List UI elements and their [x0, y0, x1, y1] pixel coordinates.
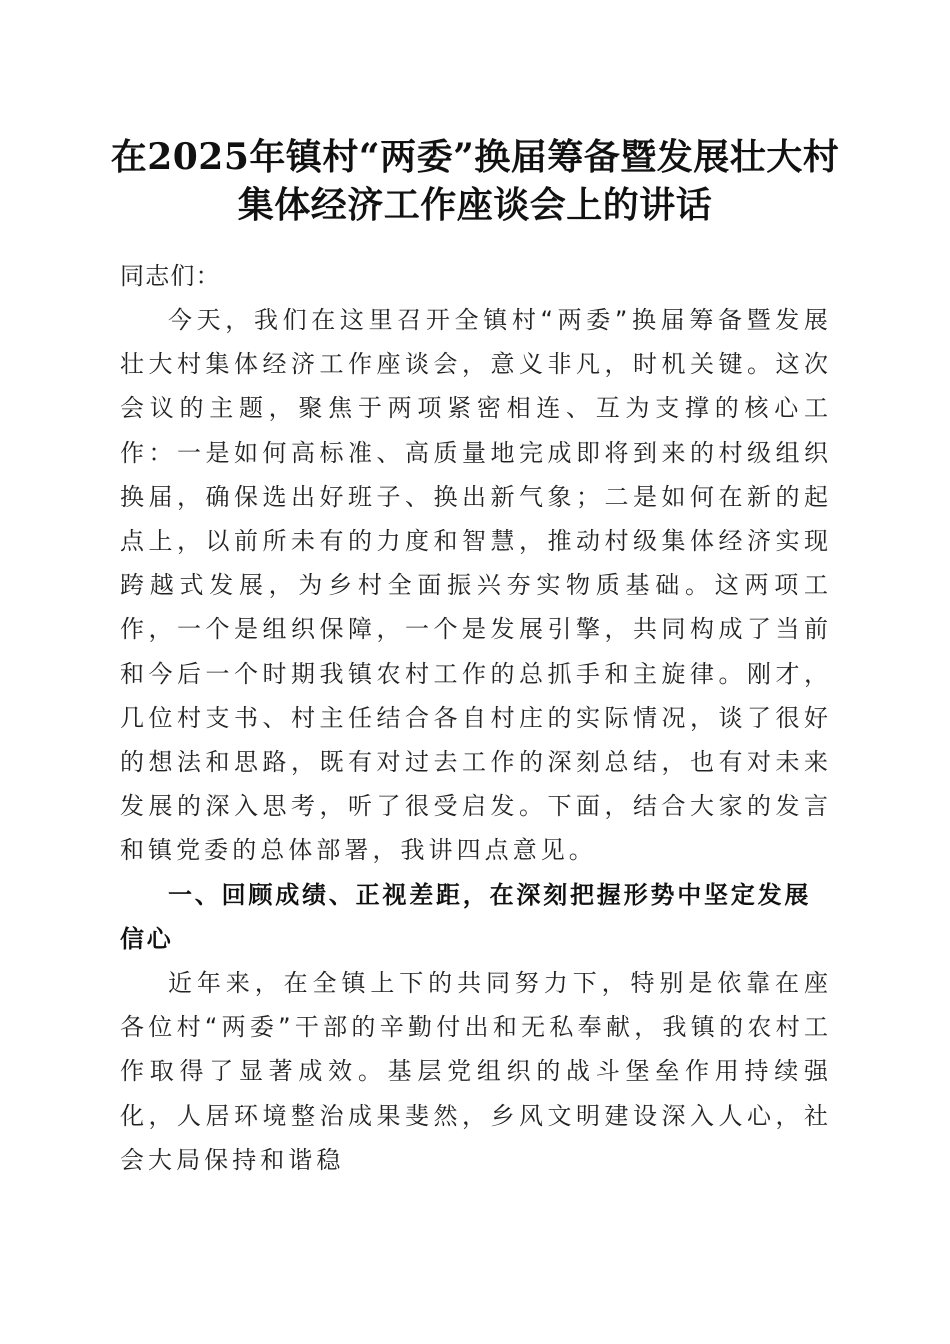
salutation: 同志们：: [120, 262, 221, 290]
section-1-paragraph: 近年来，在全镇上下的共同努力下，特别是依靠在座各位村“两委”干部的辛勤付出和无私奉献，我镇的农村工作取得了显著成效。基层党组织的战斗堡垒作用持续强化，人居环境整治成果斐然，乡风文明建设深入人心，社会大局保持和谐稳: [120, 969, 832, 1174]
section-heading-1: 一、回顾成绩、正视差距，在深刻把握形势中坚定发展信心: [120, 880, 812, 953]
opening-paragraph: 今天，我们在这里召开全镇村“两委”换届筹备暨发展壮大村集体经济工作座谈会，意义非凡，时机关键。这次会议的主题，聚焦于两项紧密相连、互为支撑的核心工作：一是如何高标准、高质量地完成即将到来的村级组织换届，确保选出好班子、换出新气象；二是如何在新的起点上，以前所未有的力度和智慧，推动村级集体经济实现跨越式发展，为乡村全面振兴夯实物质基础。这两项工作，一个是组织保障，一个是发展引擎，共同构成了当前和今后一个时期我镇农村工作的总抓手和主旋律。刚才，几位村支书、村主任结合各自村庄的实际情况，谈了很好的想法和思路，既有对过去工作的深刻总结，也有对未来发展的深入思考，听了很受启发。下面，结合大家的发言和镇党委的总体部署，我讲四点意见。: [120, 306, 832, 865]
document-title: 在2025年镇村“两委”换届筹备暨发展壮大村集体经济工作座谈会上的讲话: [110, 136, 840, 226]
document-body: [120, 254, 832, 1182]
